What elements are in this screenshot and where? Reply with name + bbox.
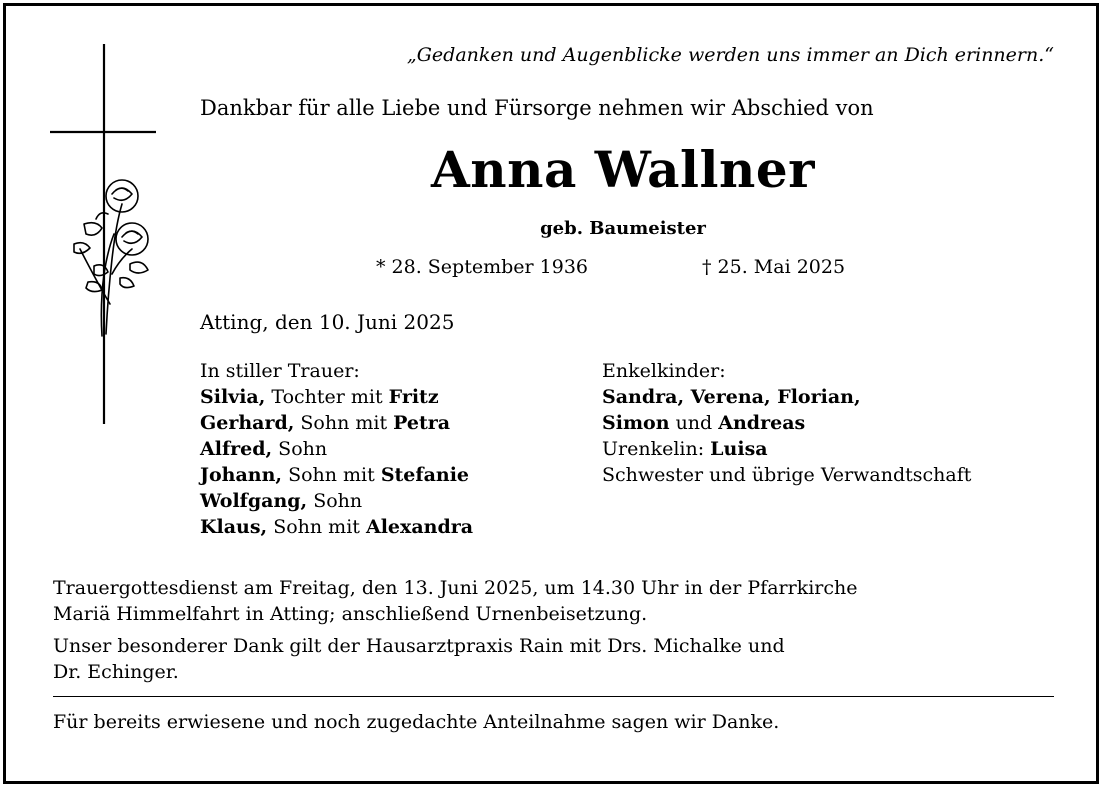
relation-text: Sohn bbox=[272, 438, 328, 460]
mourner-line bbox=[602, 436, 971, 462]
mourner-name: Luisa bbox=[710, 438, 768, 460]
relation-text: und bbox=[669, 412, 719, 434]
grandchildren-heading: Enkelkinder: bbox=[602, 360, 726, 382]
memorial-quote: „Gedanken und Augenblicke werden uns immer an Dich erinnern.“ bbox=[406, 44, 1054, 66]
relation-text: Tochter mit bbox=[265, 386, 389, 408]
deceased-name: Anna Wallner bbox=[430, 140, 815, 199]
mourner-line bbox=[200, 436, 473, 462]
farewell-intro: Dankbar für alle Liebe und Fürsorge nehmen wir Abschied von bbox=[200, 96, 874, 120]
death-date: † 25. Mai 2025 bbox=[702, 256, 846, 278]
mourner-name: Alexandra bbox=[365, 516, 474, 538]
service-line-2: Mariä Himmelfahrt in Atting; anschließend Urnenbeisetzung. bbox=[53, 603, 648, 625]
closing-thanks: Für bereits erwiesene und noch zugedachte Anteilnahme sagen wir Danke. bbox=[53, 711, 780, 733]
mourners-right-column bbox=[602, 358, 971, 488]
mourner-line bbox=[200, 384, 473, 410]
mourner-name: Wolfgang, bbox=[200, 490, 308, 512]
mourner-line bbox=[200, 514, 473, 540]
thanks-line-2: Dr. Echinger. bbox=[53, 661, 179, 683]
maiden-name: geb. Baumeister bbox=[540, 218, 706, 239]
mourner-name: Simon bbox=[602, 412, 670, 434]
mourners-left-column bbox=[200, 358, 473, 540]
mourner-name: Gerhard, bbox=[200, 412, 295, 434]
service-line-1: Trauergottesdienst am Freitag, den 13. Juni 2025, um 14.30 Uhr in der Pfarrkirche bbox=[53, 577, 858, 599]
mourner-name: Andreas bbox=[718, 412, 806, 434]
mourner-name: Fritz bbox=[388, 386, 439, 408]
mourner-line bbox=[602, 384, 971, 410]
mourner-name: Sandra, Verena, Florian, bbox=[602, 386, 861, 408]
relation-text: Sohn bbox=[307, 490, 363, 512]
mourner-name: Johann, bbox=[200, 464, 283, 486]
mourner-line bbox=[200, 410, 473, 436]
mourner-name: Silvia, bbox=[200, 386, 266, 408]
special-thanks bbox=[53, 633, 785, 685]
thanks-line-1: Unser besonderer Dank gilt der Hausarztpraxis Rain mit Drs. Michalke und bbox=[53, 635, 785, 657]
mourner-line bbox=[200, 488, 473, 514]
obituary-notice bbox=[3, 3, 1099, 784]
mourner-name: Alfred, bbox=[200, 438, 273, 460]
mourners-list bbox=[200, 384, 473, 540]
mourner-name: Stefanie bbox=[380, 464, 470, 486]
place-and-date: Atting, den 10. Juni 2025 bbox=[200, 310, 455, 334]
mourner-line bbox=[200, 462, 473, 488]
relation-text: Sohn mit bbox=[282, 464, 381, 486]
mourner-line bbox=[602, 462, 971, 488]
funeral-service-info bbox=[53, 575, 858, 627]
mourner-name: Klaus, bbox=[200, 516, 268, 538]
mourners-heading: In stiller Trauer: bbox=[200, 360, 360, 382]
divider-line bbox=[53, 696, 1054, 697]
mourner-line bbox=[602, 410, 971, 436]
relation-text: Schwester und übrige Verwandtschaft bbox=[602, 464, 972, 486]
relation-text: Sohn mit bbox=[267, 516, 366, 538]
relatives-list bbox=[602, 384, 971, 488]
mourner-name: Petra bbox=[393, 412, 451, 434]
relation-text: Sohn mit bbox=[294, 412, 394, 434]
relation-text: Urenkelin: bbox=[602, 438, 711, 460]
birth-date: * 28. September 1936 bbox=[376, 256, 588, 278]
